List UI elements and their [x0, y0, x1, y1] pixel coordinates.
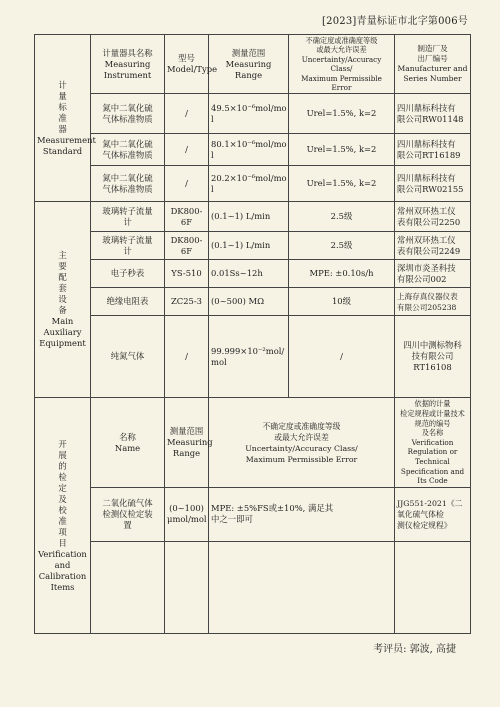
aux-range: 0.01Ss~12h: [209, 260, 289, 288]
aux-model: YS-510: [165, 260, 209, 288]
table-row: [35, 260, 471, 288]
verification-title-cn: 开 展 的 检 定 及 校 准 项 目: [58, 438, 67, 548]
aux-uncertainty: MPE: ±0.10s/h: [289, 260, 395, 288]
aux-range: 99.999×10⁻²mol/ mol: [209, 316, 289, 398]
aux-uncertainty: 10级: [289, 288, 395, 316]
verif-header-name: 名称 Name: [91, 398, 165, 487]
aux-range: (0.1~1) L/min: [209, 232, 289, 260]
aux-name: 电子秒表: [91, 260, 165, 288]
aux-range: (0.1~1) L/min: [209, 202, 289, 232]
aux-manufacturer: 四川中测标物科 技有限公司 RT16108: [395, 316, 471, 398]
standard-title-en: Measurement Standard: [37, 134, 96, 156]
aux-manufacturer: 深圳市炎圣科技 有限公司002: [395, 260, 471, 288]
verif-uncertainty: MPE: ±5%FS或±10%, 满足其 中之一即可: [209, 487, 395, 541]
std-range: 80.1×10⁻⁶mol/mo l: [209, 134, 289, 166]
standard-section-title: [35, 35, 96, 202]
table-row: [35, 202, 471, 232]
std-manufacturer: 四川鼎标科技有 限公司RT16189: [395, 134, 471, 166]
std-name: 氮中二氧化硫 气体标准物质: [91, 166, 165, 202]
aux-name: 玻璃转子流量 计: [91, 232, 165, 260]
std-model: /: [165, 134, 209, 166]
aux-name: 绝缘电阻表: [91, 288, 165, 316]
empty-cell: [91, 541, 165, 633]
empty-cell: [395, 541, 471, 633]
aux-manufacturer: 常州双环热工仪 表有限公司2249: [395, 232, 471, 260]
aux-manufacturer: 上海存真仪器仪表 有限公司205238: [395, 288, 471, 316]
aux-name: 纯氮气体: [91, 316, 165, 398]
standard-title-cn: 计 量 标 准 器: [58, 79, 67, 134]
std-name: 氮中二氧化硫 气体标准物质: [91, 134, 165, 166]
aux-manufacturer: 常州双环热工仪 表有限公司2250: [395, 202, 471, 232]
aux-model: /: [165, 316, 209, 398]
verif-header-regulation: 依据的计量 检定规程或计量技术规范的编号 及名称 Verification Regulation or Technical Specification and Its Code: [395, 398, 471, 487]
header-uncertainty: 不确定度或准确度等级 或最大允许误差 Uncertainty/Accuracy Class/ Maximum Permissible Error: [289, 35, 395, 94]
header-name: 计量器具名称 Measuring Instrument: [91, 35, 165, 94]
verif-regulation: JJG551-2021《二氧化硫气体检 测仪检定规程》: [395, 487, 471, 541]
table-row: [35, 94, 471, 134]
std-model: /: [165, 94, 209, 134]
table-row: [35, 288, 471, 316]
aux-uncertainty: 2.5级: [289, 202, 395, 232]
std-manufacturer: 四川鼎标科技有 限公司RW02155: [395, 166, 471, 202]
header-range: 测量范围 Measuring Range: [209, 35, 289, 94]
verif-range: (0~100) μmol/mol: [165, 487, 209, 541]
table-row: [35, 134, 471, 166]
std-name: 氮中二氧化硫 气体标准物质: [91, 94, 165, 134]
certificate-number: [2023]青量标证市北字第006号: [322, 16, 468, 27]
std-range: 20.2×10⁻⁶mol/mo l: [209, 166, 289, 202]
aux-model: ZC25-3: [165, 288, 209, 316]
verif-name: 二氧化硫气体 检测仪检定装 置: [91, 487, 165, 541]
empty-cell: [165, 541, 209, 633]
verification-section-title: [35, 398, 91, 633]
equipment-table: [34, 34, 471, 634]
std-uncertainty: Urel=1.5%, k=2: [289, 94, 395, 134]
aux-name: 玻璃转子流量 计: [91, 202, 165, 232]
aux-uncertainty: 2.5级: [289, 232, 395, 260]
table-row-empty: [35, 541, 471, 633]
table-row: [35, 487, 471, 541]
auxiliary-title-en: Main Auxiliary Equipment: [39, 316, 86, 349]
table-row: [35, 232, 471, 260]
empty-cell: [209, 541, 395, 633]
table-row: [35, 316, 471, 398]
examiner-line: 考评员: 郭波, 高捷: [373, 644, 456, 655]
verification-title-en: Verification and Calibration Items: [38, 548, 87, 592]
aux-model: DK800-6F: [165, 202, 209, 232]
std-uncertainty: Urel=1.5%, k=2: [289, 134, 395, 166]
std-model: /: [165, 166, 209, 202]
std-manufacturer: 四川鼎标科技有 限公司RW01148: [395, 94, 471, 134]
aux-range: (0~500) MΩ: [209, 288, 289, 316]
std-range: 49.5×10⁻⁶mol/mo l: [209, 94, 289, 134]
auxiliary-section-title: [35, 202, 91, 398]
aux-model: DK800-6F: [165, 232, 209, 260]
header-model: 型号 Model/Type: [165, 35, 209, 94]
aux-uncertainty: /: [289, 316, 395, 398]
verif-header-uncertainty: 不确定度或准确度等级 或最大允许误差 Uncertainty/Accuracy Class/ Maximum Permissible Error: [209, 398, 395, 487]
table-row: [35, 166, 471, 202]
auxiliary-title-cn: 主 要 配 套 设 备: [58, 250, 67, 316]
std-uncertainty: Urel=1.5%, k=2: [289, 166, 395, 202]
header-manufacturer: 制造厂及 出厂编号 Manufacturer and Series Number: [395, 35, 471, 94]
verif-header-range: 测量范围 Measuring Range: [165, 398, 209, 487]
